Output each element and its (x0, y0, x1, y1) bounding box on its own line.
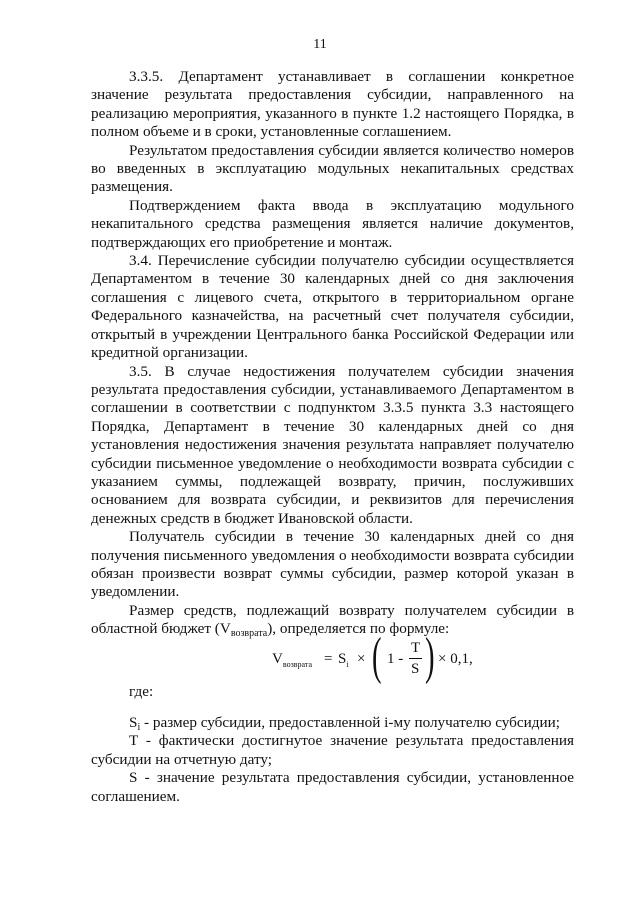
paragraph-recipient: Получатель субсидии в течение 30 календарных дней со дня получения письменного уведомления о необходимости возврата субсидии обязан произвести возврат суммы субсидии, размер которой указан в уведомлении. (91, 528, 574, 601)
formula-v: $V_{возврата}$ (272, 651, 312, 669)
refund-size-after: ), определяется по формуле: (267, 620, 450, 638)
where-label: где: (129, 683, 154, 700)
page-number: 11 (313, 37, 327, 52)
definition-s: S - значение результата предоставления субсидии, установленное соглашением. (91, 769, 574, 805)
formula-s-subscript: i (346, 660, 349, 669)
paragraph-3-4: 3.4. Перечисление субсидии получателю субсидии осуществляется Департаментом в течение 30 календарных дней со дня заключения соглашения с лицевого счета, открытого в территориальном органе Федерального казначейства, на расчетный счет получателя субсидии, открытый в учреждении Центрального банка Российской Федерации или кредитной организации. (91, 252, 574, 362)
formula-equals: = (324, 651, 333, 667)
refund-size-subscript: возврата (230, 628, 268, 640)
refund-size-before: Размер средств, подлежащий возврату получателем субсидии в областной бюджет (V (91, 601, 574, 638)
paragraph-confirmation: Подтверждением факта ввода в эксплуатацию модульного некапитального средства размещения является наличие документов, подтверждающих его приобретение и монтаж. (91, 196, 574, 251)
formula-fraction-bar (409, 658, 422, 659)
definitions (91, 714, 574, 806)
paragraph-3-5: 3.5. В случае недостижения получателем субсидии значения результата предоставления субсидии, устанавливаемого Департаментом в соглашении в соответствии с подпунктом 3.3.5 пункта 3.3 настоящего Порядка, Департамент в течение 30 календарных дней со дня установления недостижения значения результата направляет получателю субсидии письменное уведомление о необходимости возврата субсидии с указанием суммы, подлежащей возврату, причин, послуживших основанием для возврата субсидии, и реквизитов для перечисления денежных средств в бюджет Ивановской области. (91, 362, 574, 527)
formula-numerator: T (411, 640, 421, 656)
formula-right-paren: ) (425, 628, 435, 685)
formula-times: × (357, 651, 366, 667)
formula-one-minus: 1 - (387, 651, 404, 667)
formula-v-subscript: возврата (282, 660, 312, 669)
formula-denominator: S (411, 661, 420, 677)
paragraph-refund-size (91, 602, 574, 639)
definition-t: T - фактически достигнутое значение результата предоставления субсидии на отчетную дату; (91, 732, 574, 768)
paragraph-result: Результатом предоставления субсидии является количество номеров во введенных в эксплуатацию модульных некапитальных средствах размещения. (91, 141, 574, 196)
formula-s: $S_i$ (338, 651, 349, 669)
paragraph-3-3-5: 3.3.5. Департамент устанавливает в соглашении конкретное значение результата предоставления субсидии, направленного на реализацию мероприятия, указанного в пункте 1.2 настоящего Порядка, в полном объеме и в сроки, установленные соглашением. (91, 68, 574, 141)
formula-left-paren: ( (372, 628, 382, 685)
definition-si: $S_i$ - размер субсидии, предоставленной i-му получателю субсидии; (129, 714, 560, 733)
formula-tail: × 0,1, (438, 651, 473, 667)
body-text (91, 68, 574, 639)
